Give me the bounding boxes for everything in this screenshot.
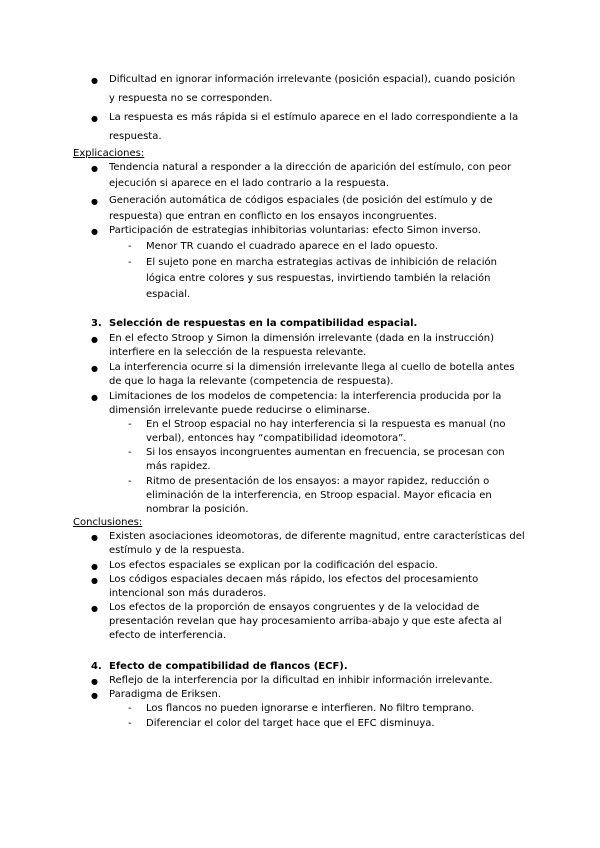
section-title: Selección de respuestas en la compatibilidad espacial. <box>109 318 418 329</box>
bullet-marker: ● <box>91 533 98 542</box>
bullet-marker: ● <box>91 164 98 173</box>
bullet-marker: ● <box>91 604 98 613</box>
bullet-text-line: Los códigos espaciales decaen más rápido, los efectos del procesamiento <box>109 574 479 585</box>
subitem-text-line: Diferenciar el color del target hace que el EFC disminuya. <box>146 718 435 729</box>
bullet-text-line: presentación revelan que hay procesamiento arriba-abajo y que este afecta al <box>109 616 502 627</box>
bullet-marker: ● <box>91 677 98 686</box>
subitem-text-line: verbal), entonces hay “compatibilidad ideomotora”. <box>146 433 407 444</box>
subitem-text-line: más rapidez. <box>146 461 211 472</box>
subitem-text-line: Si los ensayos incongruentes aumentan en frecuencia, se procesan con <box>146 447 505 458</box>
dash-marker: - <box>128 257 132 268</box>
bullet-text-line: de que lo haga la relevante (competencia de respuesta). <box>109 376 394 387</box>
dash-marker: - <box>128 419 132 430</box>
bullet-text-line: Dificultad en ignorar información irrelevante (posición espacial), cuando posición <box>109 74 516 85</box>
subitem-text-line: Ritmo de presentación de los ensayos: a mayor rapidez, reducción o <box>146 476 490 487</box>
subitem-text-line: Menor TR cuando el cuadrado aparece en el lado opuesto. <box>146 241 439 252</box>
subitem-text-line: nombrar la posición. <box>146 504 249 515</box>
bullet-text-line: ejecución si aparece en el lado contrario a la respuesta. <box>109 178 390 189</box>
subitem-text-line: espacial. <box>146 289 191 300</box>
subitem-text-line: lógica entre colores y sus respuestas, invirtiendo también la relación <box>146 273 491 284</box>
bullet-marker: ● <box>91 76 98 85</box>
bullet-marker: ● <box>91 576 98 585</box>
bullet-text-line: intencional son más duraderos. <box>109 588 267 599</box>
bullet-text-line: Paradigma de Eriksen. <box>109 689 222 700</box>
subitem-text-line: En el Stroop espacial no hay interferencia si la respuesta es manual (no <box>146 419 506 430</box>
bullet-text-line: Existen asociaciones ideomotoras, de diferente magnitud, entre características del <box>109 531 525 542</box>
section-heading: Explicaciones: <box>73 148 145 159</box>
bullet-text-line: y respuesta no se corresponden. <box>109 93 273 104</box>
bullet-text-line: La interferencia ocurre si la dimensión irrelevante llega al cuello de botella antes <box>109 362 515 373</box>
bullet-text-line: Limitaciones de los modelos de competencia: la interferencia producida por la <box>109 391 502 402</box>
bullet-text-line: efecto de interferencia. <box>109 630 227 641</box>
subitem-text-line: eliminación de la interferencia, en Stroop espacial. Mayor eficacia en <box>146 490 492 501</box>
bullet-text-line: respuesta) que entran en conflicto en los ensayos incongruentes. <box>109 211 438 222</box>
bullet-text-line: Generación automática de códigos espaciales (de posición del estímulo y de <box>109 195 493 206</box>
bullet-text-line: La respuesta es más rápida si el estímulo aparece en el lado correspondiente a la <box>109 112 519 123</box>
bullet-text-line: Los efectos espaciales se explican por la codificación del espacio. <box>109 560 438 571</box>
subitem-text-line: Los flancos no pueden ignorarse e interfieren. No filtro temprano. <box>146 703 475 714</box>
dash-marker: - <box>128 718 132 729</box>
dash-marker: - <box>128 447 132 458</box>
section-number: 3. <box>91 318 102 329</box>
section-title: Efecto de compatibilidad de flancos (ECF). <box>109 661 348 672</box>
bullet-text-line: Los efectos de la proporción de ensayos congruentes y de la velocidad de <box>109 602 480 613</box>
bullet-marker: ● <box>91 691 98 700</box>
dash-marker: - <box>128 703 132 714</box>
bullet-text-line: Participación de estrategias inhibitorias voluntarias: efecto Simon inverso. <box>109 225 481 236</box>
dash-marker: - <box>128 476 132 487</box>
bullet-text-line: En el efecto Stroop y Simon la dimensión irrelevante (dada en la instrucción) <box>109 333 495 344</box>
bullet-text-line: interfiere en la selección de la respuesta relevante. <box>109 347 367 358</box>
bullet-text-line: dimensión irrelevante puede reducirse o eliminarse. <box>109 405 371 416</box>
section-heading: Conclusiones: <box>73 517 143 528</box>
bullet-marker: ● <box>91 562 98 571</box>
bullet-text-line: estímulo y de la respuesta. <box>109 545 245 556</box>
bullet-text-line: Tendencia natural a responder a la dirección de aparición del estímulo, con peor <box>109 162 512 173</box>
subitem-text-line: El sujeto pone en marcha estrategias activas de inhibición de relación <box>146 257 497 268</box>
bullet-marker: ● <box>91 114 98 123</box>
bullet-marker: ● <box>91 335 98 344</box>
dash-marker: - <box>128 241 132 252</box>
bullet-marker: ● <box>91 393 98 402</box>
bullet-marker: ● <box>91 364 98 373</box>
bullet-text-line: respuesta. <box>109 131 162 142</box>
section-number: 4. <box>91 661 102 672</box>
bullet-marker: ● <box>91 227 98 236</box>
bullet-text-line: Reflejo de la interferencia por la dificultad en inhibir información irrelevante. <box>109 675 493 686</box>
bullet-marker: ● <box>91 197 98 206</box>
